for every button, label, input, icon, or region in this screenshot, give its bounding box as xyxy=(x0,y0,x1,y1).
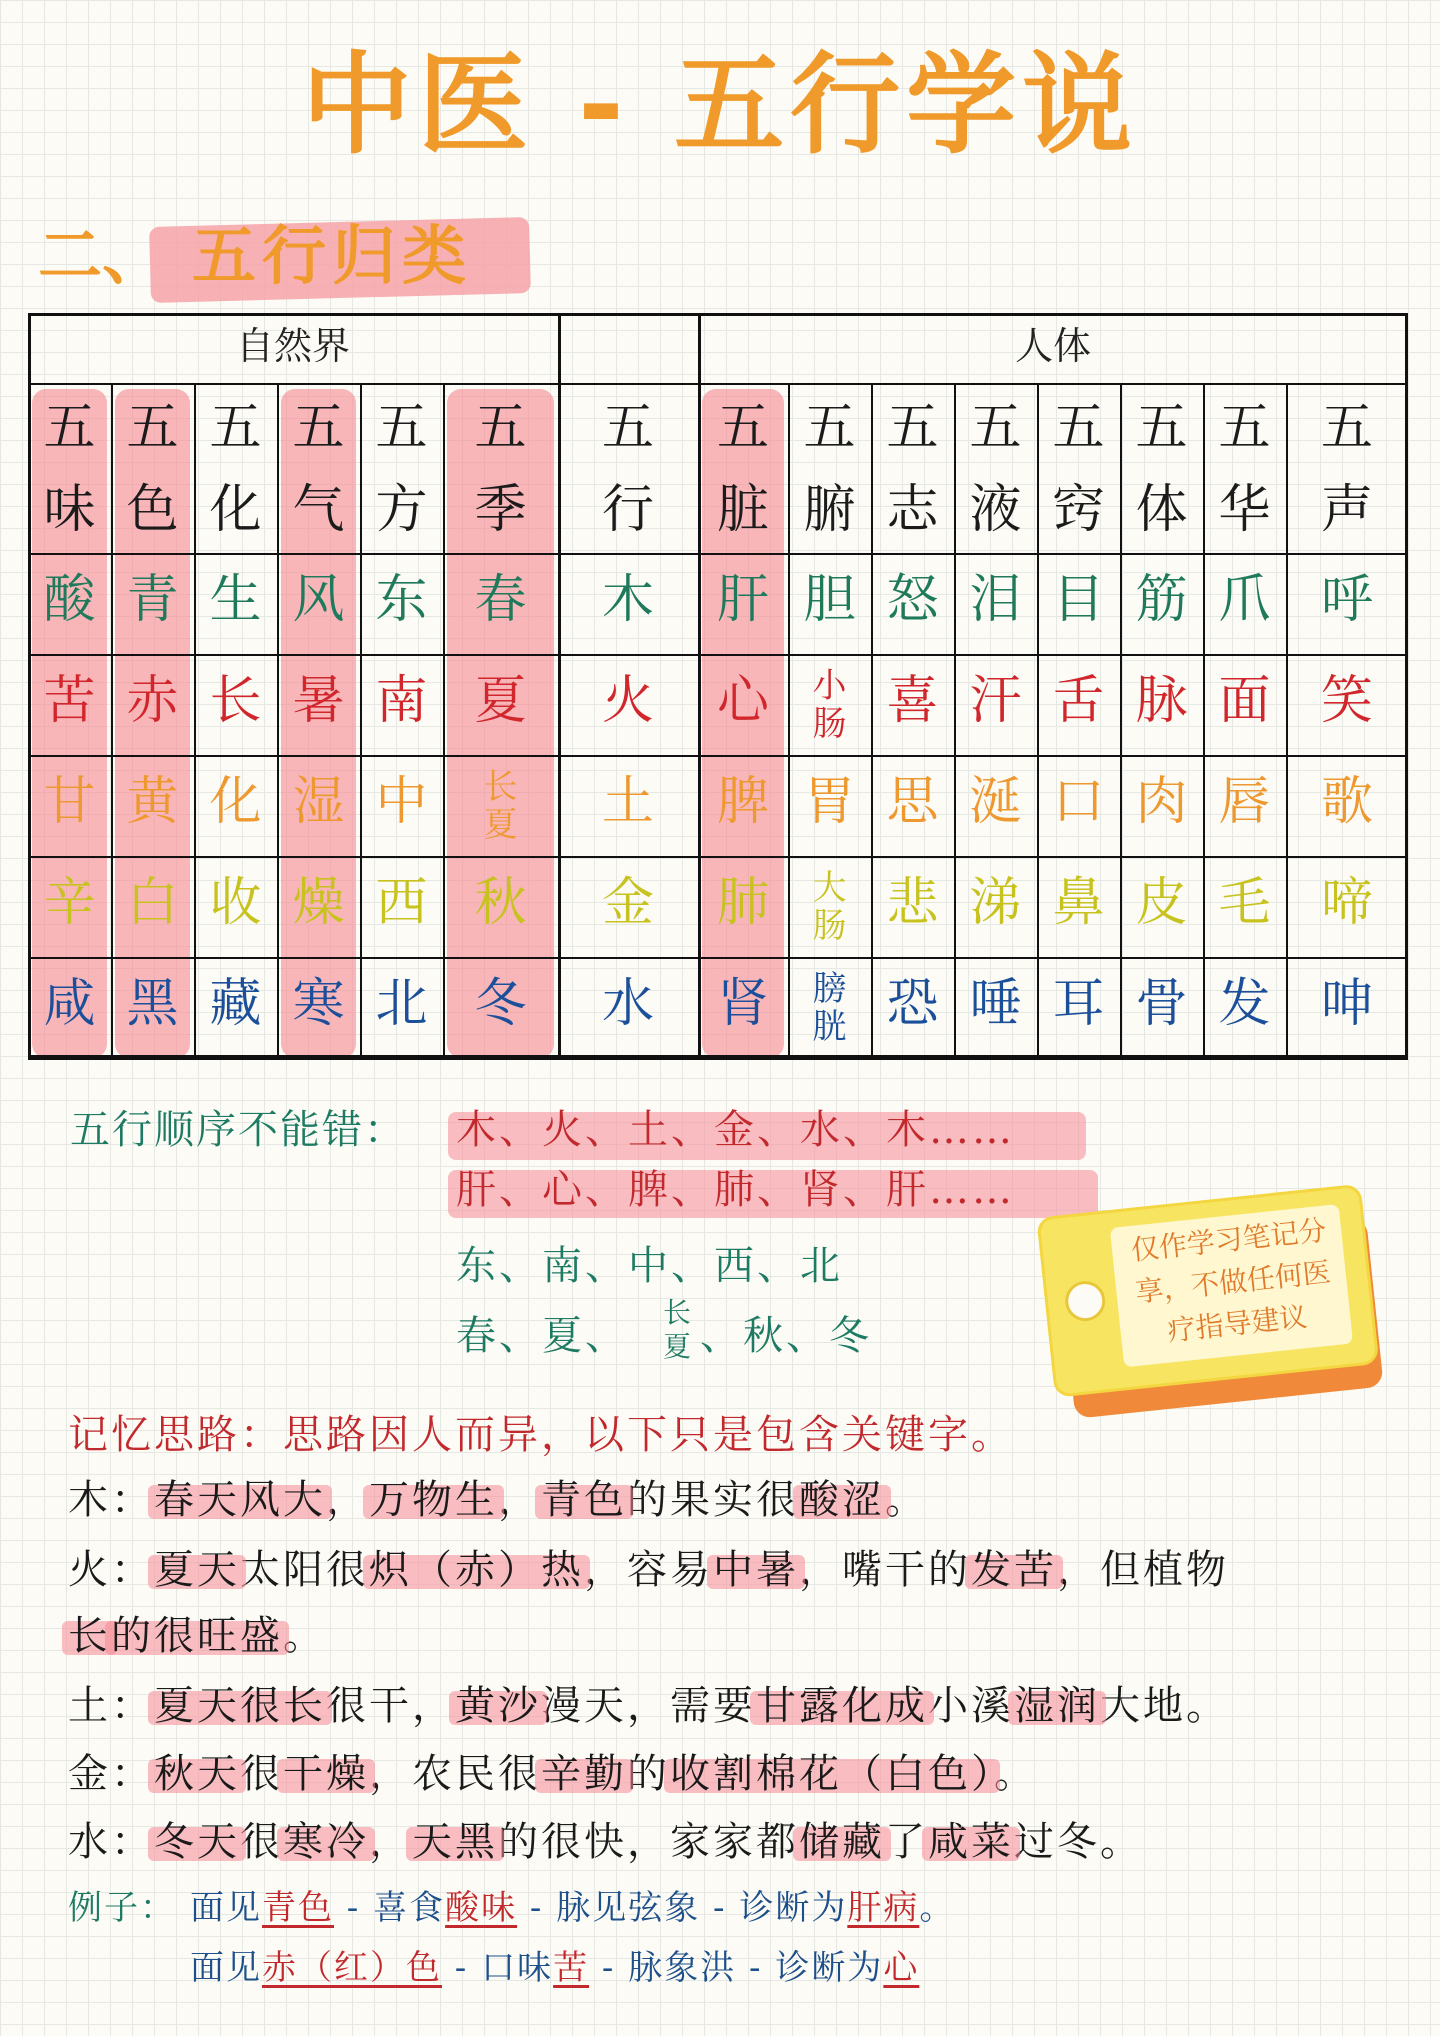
table-cell-part: 夏 xyxy=(483,804,518,845)
memory-keyword: 长 xyxy=(68,1613,111,1659)
table-cell: 呻 xyxy=(1320,974,1373,1034)
table-cell: 夏 xyxy=(474,671,527,731)
example-keyword: 青色 xyxy=(262,1888,334,1928)
table-cell: 火 xyxy=(601,671,654,731)
table-cell: 中 xyxy=(375,772,428,832)
memory-text: 的 xyxy=(627,1751,670,1797)
memory-keyword: 寒冷 xyxy=(283,1819,369,1865)
table-cell: 恐 xyxy=(886,974,939,1034)
example-text: - 喜食 xyxy=(334,1888,446,1928)
table-cell-part: 胱 xyxy=(812,1006,847,1047)
table-cell: 冬 xyxy=(474,974,527,1034)
table-cell: 目 xyxy=(1052,570,1105,630)
table-cell: 肝 xyxy=(716,570,769,630)
memory-text: 太阳很 xyxy=(240,1547,369,1593)
column-header-bottom: 化 xyxy=(209,480,262,540)
memory-keyword: 干燥 xyxy=(283,1751,369,1797)
table-cell: 燥 xyxy=(292,873,345,933)
memory-keyword: 春天风大 xyxy=(154,1477,326,1523)
table-cell: 暑 xyxy=(292,671,345,731)
table-cell: 苦 xyxy=(43,671,96,731)
example-keyword: 苦 xyxy=(553,1948,590,1988)
memory-text: ，但植物 xyxy=(1057,1547,1229,1593)
section-number: 二、 xyxy=(38,220,166,294)
table-cell: 胆 xyxy=(803,570,856,630)
column-header-top: 五 xyxy=(209,398,262,458)
table-cell xyxy=(443,755,558,856)
column-header-bottom: 季 xyxy=(474,480,527,540)
example-line-1 xyxy=(190,1880,955,1936)
table-cell: 筋 xyxy=(1135,570,1188,630)
column-header-bottom: 声 xyxy=(1320,480,1373,540)
memory-line xyxy=(68,1676,1229,1736)
column-header-top: 五 xyxy=(1135,398,1188,458)
table-cell: 西 xyxy=(375,873,428,933)
column-header-bottom: 气 xyxy=(292,480,345,540)
table-cell: 悲 xyxy=(886,873,939,933)
memory-keyword: 黄沙 xyxy=(455,1683,541,1729)
memory-text: 的很快，家家都 xyxy=(498,1819,799,1865)
memory-keyword: 万物生 xyxy=(369,1477,498,1523)
table-cell: 南 xyxy=(375,671,428,731)
table-cell: 唇 xyxy=(1218,772,1271,832)
column-header-top: 五 xyxy=(292,398,345,458)
column-header-top: 五 xyxy=(126,398,179,458)
memory-keyword: 发苦 xyxy=(971,1547,1057,1593)
example-keyword: 肝病 xyxy=(847,1888,920,1928)
column-header-bottom: 脏 xyxy=(716,480,769,540)
table-cell: 喜 xyxy=(886,671,939,731)
tag-line3: 疗指导建议 xyxy=(1166,1300,1309,1348)
column-header-top: 五 xyxy=(375,398,428,458)
order-line2: 肝、心、脾、肺、肾、肝…… xyxy=(456,1167,1015,1213)
table-cell: 水 xyxy=(601,974,654,1034)
memory-text: ，嘴干的 xyxy=(799,1547,971,1593)
table-cell: 寒 xyxy=(292,974,345,1034)
table-cell: 东 xyxy=(375,570,428,630)
memory-keyword: 天黑 xyxy=(412,1819,498,1865)
table-cell: 思 xyxy=(886,772,939,832)
memory-text: 水： xyxy=(68,1819,154,1865)
column-header-top: 五 xyxy=(803,398,856,458)
table-cell: 汗 xyxy=(969,671,1022,731)
table-cell: 湿 xyxy=(292,772,345,832)
table-cell: 咸 xyxy=(43,974,96,1034)
table-cell: 酸 xyxy=(43,570,96,630)
table-cell: 心 xyxy=(716,671,769,731)
example-text: 。 xyxy=(919,1888,956,1928)
memory-text: 了 xyxy=(885,1819,928,1865)
column-header-bottom: 行 xyxy=(601,480,654,540)
tag-line1: 仅作学习笔记分 xyxy=(1129,1213,1328,1267)
column-header-bottom: 华 xyxy=(1218,480,1271,540)
memory-text: 漫天，需要 xyxy=(541,1683,756,1729)
memory-line xyxy=(68,1812,1143,1872)
table-cell: 发 xyxy=(1218,974,1271,1034)
memory-text: 火： xyxy=(68,1547,154,1593)
example-text: 面见 xyxy=(190,1948,262,1988)
tag-text xyxy=(1116,1208,1350,1357)
table-cell: 呼 xyxy=(1320,570,1373,630)
table-cell-part: 长 xyxy=(483,766,518,807)
memory-text: 很 xyxy=(240,1751,283,1797)
memory-line xyxy=(68,1470,928,1530)
memory-text: ，农民很 xyxy=(369,1751,541,1797)
table-cell: 风 xyxy=(292,570,345,630)
table-cell: 啼 xyxy=(1320,873,1373,933)
table-cell: 怒 xyxy=(886,570,939,630)
memory-text: 过冬。 xyxy=(1014,1819,1143,1865)
table-cell-part: 小 xyxy=(812,665,847,706)
table-cell: 藏 xyxy=(209,974,262,1034)
memory-keyword: 夏天 xyxy=(154,1547,240,1593)
memory-keyword: 咸菜 xyxy=(928,1819,1014,1865)
column-header-top: 五 xyxy=(716,398,769,458)
table-cell: 赤 xyxy=(126,671,179,731)
table-cell: 唾 xyxy=(969,974,1022,1034)
table-cell: 爪 xyxy=(1218,570,1271,630)
table-cell: 秋 xyxy=(474,873,527,933)
order-line4-end: 、秋、冬 xyxy=(700,1313,872,1359)
table-cell: 胃 xyxy=(803,772,856,832)
table-cell: 歌 xyxy=(1320,772,1373,832)
example-text: 面见 xyxy=(190,1888,262,1928)
table-cell: 北 xyxy=(375,974,428,1034)
column-header-top: 五 xyxy=(43,398,96,458)
column-header-bottom: 窍 xyxy=(1052,480,1105,540)
table-cell: 涕 xyxy=(969,873,1022,933)
five-elements-table xyxy=(28,313,1408,1058)
memory-text: ，容易 xyxy=(584,1547,713,1593)
group-header-body: 人体 xyxy=(1014,324,1091,368)
example-text: - 口味 xyxy=(442,1948,554,1988)
table-row-line xyxy=(28,1058,1408,1060)
memory-keyword: 甘露化成 xyxy=(756,1683,928,1729)
table-cell-part: 大 xyxy=(812,867,847,908)
memory-text: 。 xyxy=(994,1751,1037,1797)
table-cell-part: 肠 xyxy=(812,703,847,744)
column-header-bottom: 腑 xyxy=(803,480,856,540)
order-long-bottom: 夏 xyxy=(662,1330,691,1363)
memory-text: 。 xyxy=(283,1613,326,1659)
memory-text: 很 xyxy=(240,1819,283,1865)
memory-keyword: 的很旺盛 xyxy=(111,1613,283,1659)
memory-keyword: 炽（赤）热 xyxy=(369,1547,584,1593)
table-cell: 脾 xyxy=(716,772,769,832)
order-long-top: 长 xyxy=(662,1296,691,1329)
table-cell-part: 膀 xyxy=(812,968,847,1009)
table-cell xyxy=(788,856,871,957)
table-cell: 白 xyxy=(126,873,179,933)
memory-text: ， xyxy=(326,1477,369,1523)
example-line-2 xyxy=(190,1940,919,1996)
memory-keyword: 秋天 xyxy=(154,1751,240,1797)
memory-text: 大地。 xyxy=(1100,1683,1229,1729)
page-title: 中医 - 五行学说 xyxy=(301,41,1139,169)
column-header-top: 五 xyxy=(1218,398,1271,458)
table-cell: 鼻 xyxy=(1052,873,1105,933)
table-cell: 甘 xyxy=(43,772,96,832)
example-keyword: 酸味 xyxy=(445,1888,518,1928)
table-cell: 长 xyxy=(209,671,262,731)
table-cell: 辛 xyxy=(43,873,96,933)
example-keyword: 心 xyxy=(883,1948,920,1988)
memory-line xyxy=(68,1606,326,1666)
column-header-top: 五 xyxy=(601,398,654,458)
memory-line xyxy=(68,1540,1229,1600)
table-cell: 皮 xyxy=(1135,873,1188,933)
order-line3: 东、南、中、西、北 xyxy=(456,1243,843,1289)
table-cell: 黑 xyxy=(126,974,179,1034)
table-cell: 口 xyxy=(1052,772,1105,832)
column-header-bottom: 体 xyxy=(1135,480,1188,540)
memory-text: 很干， xyxy=(326,1683,455,1729)
table-cell: 黄 xyxy=(126,772,179,832)
memory-text: 土： xyxy=(68,1683,154,1729)
column-header-top: 五 xyxy=(886,398,939,458)
group-header-nature: 自然界 xyxy=(235,324,350,368)
column-header-bottom: 志 xyxy=(886,480,939,540)
memory-text: 金： xyxy=(68,1751,154,1797)
table-cell xyxy=(788,654,871,755)
table-border-top xyxy=(28,313,1408,316)
table-cell: 肉 xyxy=(1135,772,1188,832)
order-line4-start: 春、夏、 xyxy=(456,1313,628,1359)
memory-line xyxy=(68,1744,1037,1804)
memory-keyword: 青色 xyxy=(541,1477,627,1523)
disclaimer-tag xyxy=(1036,1183,1384,1401)
order-line1: 木、火、土、金、水、木…… xyxy=(456,1107,1015,1153)
memory-text: ， xyxy=(369,1819,412,1865)
table-cell: 生 xyxy=(209,570,262,630)
column-header-top: 五 xyxy=(474,398,527,458)
memory-text: ， xyxy=(498,1477,541,1523)
memory-text: 小溪 xyxy=(928,1683,1014,1729)
order-label: 五行顺序不能错： xyxy=(70,1107,406,1153)
memory-keyword: 夏天很长 xyxy=(154,1683,326,1729)
memory-keyword: 冬天 xyxy=(154,1819,240,1865)
table-cell: 脉 xyxy=(1135,671,1188,731)
memory-text: 的果实很 xyxy=(627,1477,799,1523)
tag-line2: 享，不做任何医 xyxy=(1133,1255,1333,1309)
table-cell: 春 xyxy=(474,570,527,630)
table-cell: 泪 xyxy=(969,570,1022,630)
example-text: - 脉见弦象 - 诊断为 xyxy=(517,1888,848,1928)
table-cell: 涎 xyxy=(969,772,1022,832)
memory-keyword: 湿润 xyxy=(1014,1683,1100,1729)
section-title: 五行归类 xyxy=(192,220,472,294)
memory-text: 木： xyxy=(68,1477,154,1523)
memory-keyword: 辛勤 xyxy=(541,1751,627,1797)
table-cell: 骨 xyxy=(1135,974,1188,1034)
memory-text: 。 xyxy=(885,1477,928,1523)
example-text: - 脉象洪 - 诊断为 xyxy=(589,1948,884,1988)
table-cell: 耳 xyxy=(1052,974,1105,1034)
column-header-top: 五 xyxy=(1320,398,1373,458)
table-cell: 收 xyxy=(209,873,262,933)
table-cell: 青 xyxy=(126,570,179,630)
column-header-bottom: 味 xyxy=(43,480,96,540)
memory-keyword: 中暑 xyxy=(713,1547,799,1593)
column-header-top: 五 xyxy=(969,398,1022,458)
table-cell: 舌 xyxy=(1052,671,1105,731)
table-cell: 土 xyxy=(601,772,654,832)
column-header-bottom: 方 xyxy=(375,480,428,540)
column-header-top: 五 xyxy=(1052,398,1105,458)
table-cell: 面 xyxy=(1218,671,1271,731)
memory-keyword: 储藏 xyxy=(799,1819,885,1865)
table-cell-part: 肠 xyxy=(812,905,847,946)
memory-keyword: 酸涩 xyxy=(799,1477,885,1523)
table-cell: 毛 xyxy=(1218,873,1271,933)
table-cell: 木 xyxy=(601,570,654,630)
table-cell: 化 xyxy=(209,772,262,832)
memory-keyword: 收割棉花（白色） xyxy=(670,1751,994,1797)
table-cell: 肾 xyxy=(716,974,769,1034)
column-header-bottom: 色 xyxy=(126,480,179,540)
example-label: 例子： xyxy=(68,1888,176,1928)
table-cell: 肺 xyxy=(716,873,769,933)
table-cell xyxy=(788,957,871,1058)
order-line4-long-summer xyxy=(662,1296,692,1364)
column-header-bottom: 液 xyxy=(969,480,1022,540)
memory-title: 记忆思路：思路因人而异，以下只是包含关键字。 xyxy=(68,1412,1014,1458)
example-keyword: 赤（红）色 xyxy=(262,1948,442,1988)
table-cell: 金 xyxy=(601,873,654,933)
table-cell: 笑 xyxy=(1320,671,1373,731)
